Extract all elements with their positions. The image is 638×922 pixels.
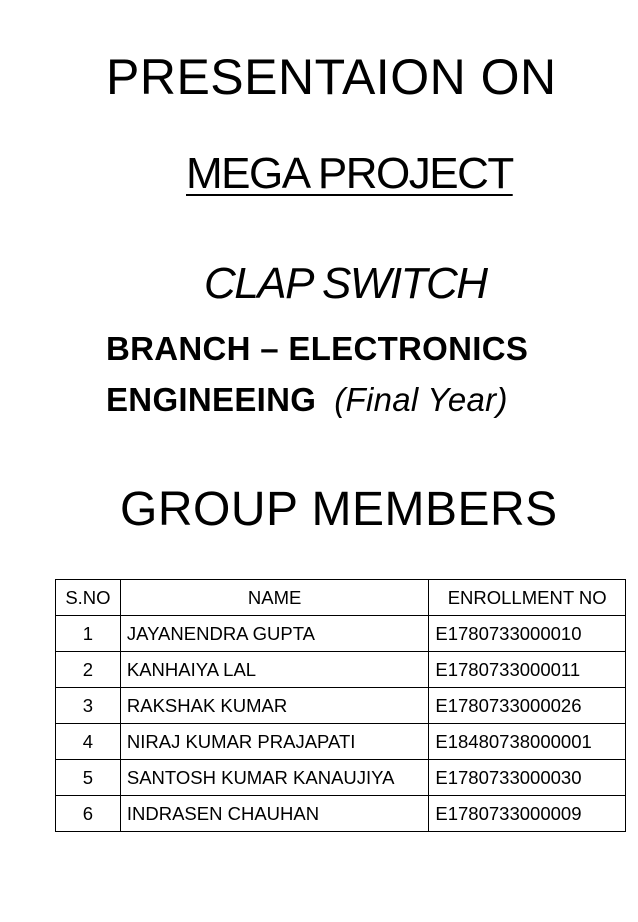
members-heading: GROUP MEMBERS <box>120 483 558 536</box>
table-row <box>56 688 626 724</box>
column-header-enrollment: ENROLLMENT NO <box>429 580 626 616</box>
table-row <box>56 724 626 760</box>
year-label: (Final Year) <box>334 381 508 418</box>
row-name: INDRASEN CHAUHAN <box>120 796 429 832</box>
column-header-sno: S.NO <box>56 580 121 616</box>
row-name: JAYANENDRA GUPTA <box>120 616 429 652</box>
row-enrollment: E1780733000011 <box>429 652 626 688</box>
table-row <box>56 796 626 832</box>
row-sno: 1 <box>56 616 121 652</box>
table-row <box>56 616 626 652</box>
row-sno: 4 <box>56 724 121 760</box>
table-row <box>56 652 626 688</box>
branch-line: BRANCH – ELECTRONICS <box>106 330 529 367</box>
row-enrollment: E1780733000026 <box>429 688 626 724</box>
row-sno: 6 <box>56 796 121 832</box>
row-enrollment: E1780733000030 <box>429 760 626 796</box>
row-enrollment: E18480738000001 <box>429 724 626 760</box>
row-name: RAKSHAK KUMAR <box>120 688 429 724</box>
members-table <box>55 579 626 832</box>
project-name: CLAP SWITCH <box>204 259 487 308</box>
branch-name: ENGINEEING <box>106 381 317 418</box>
row-sno: 5 <box>56 760 121 796</box>
row-enrollment: E1780733000010 <box>429 616 626 652</box>
row-name: KANHAIYA LAL <box>120 652 429 688</box>
row-enrollment: E1780733000009 <box>429 796 626 832</box>
row-name: SANTOSH KUMAR KANAUJIYA <box>120 760 429 796</box>
branch-line-2 <box>106 383 508 416</box>
row-sno: 3 <box>56 688 121 724</box>
row-name: NIRAJ KUMAR PRAJAPATI <box>120 724 429 760</box>
table-header-row <box>56 580 626 616</box>
table-row <box>56 760 626 796</box>
column-header-name: NAME <box>120 580 429 616</box>
row-sno: 2 <box>56 652 121 688</box>
document-subtitle: MEGA PROJECT <box>186 149 513 198</box>
document-title: PRESENTAION ON <box>106 49 557 105</box>
